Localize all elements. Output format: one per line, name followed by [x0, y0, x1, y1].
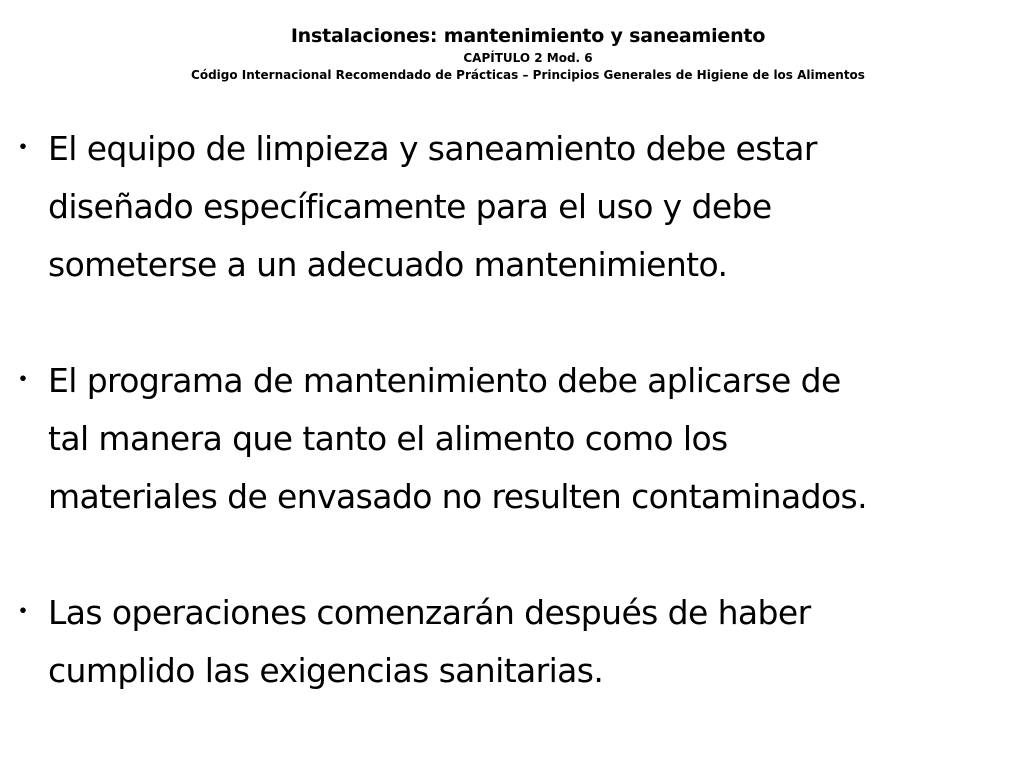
bullet-marker: ・: [8, 595, 38, 630]
bullet-text: El programa de mantenimiento debe aplicarse de tal manera que tanto el alimento como los materiales de envasado no resulten contaminados.: [48, 361, 868, 516]
chapter-label: CAPÍTULO 2 Mod. 6: [463, 51, 593, 65]
bullet-text: El equipo de limpieza y saneamiento debe estar diseñado específicamente para el uso y debe someterse a un adecuado mantenimiento.: [48, 129, 817, 284]
bullet-marker: ・: [8, 363, 38, 398]
reference-label: Código Internacional Recomendado de Prácticas – Principios Generales de Higiene de los Alimentos: [191, 68, 865, 82]
slide-header: [0, 22, 1024, 84]
slide-title: Instalaciones: mantenimiento y saneamiento: [290, 25, 766, 47]
bullet-text: Las operaciones comenzarán después de haber cumplido las exigencias sanitarias.: [48, 593, 811, 690]
bullet-marker: ・: [8, 131, 38, 166]
